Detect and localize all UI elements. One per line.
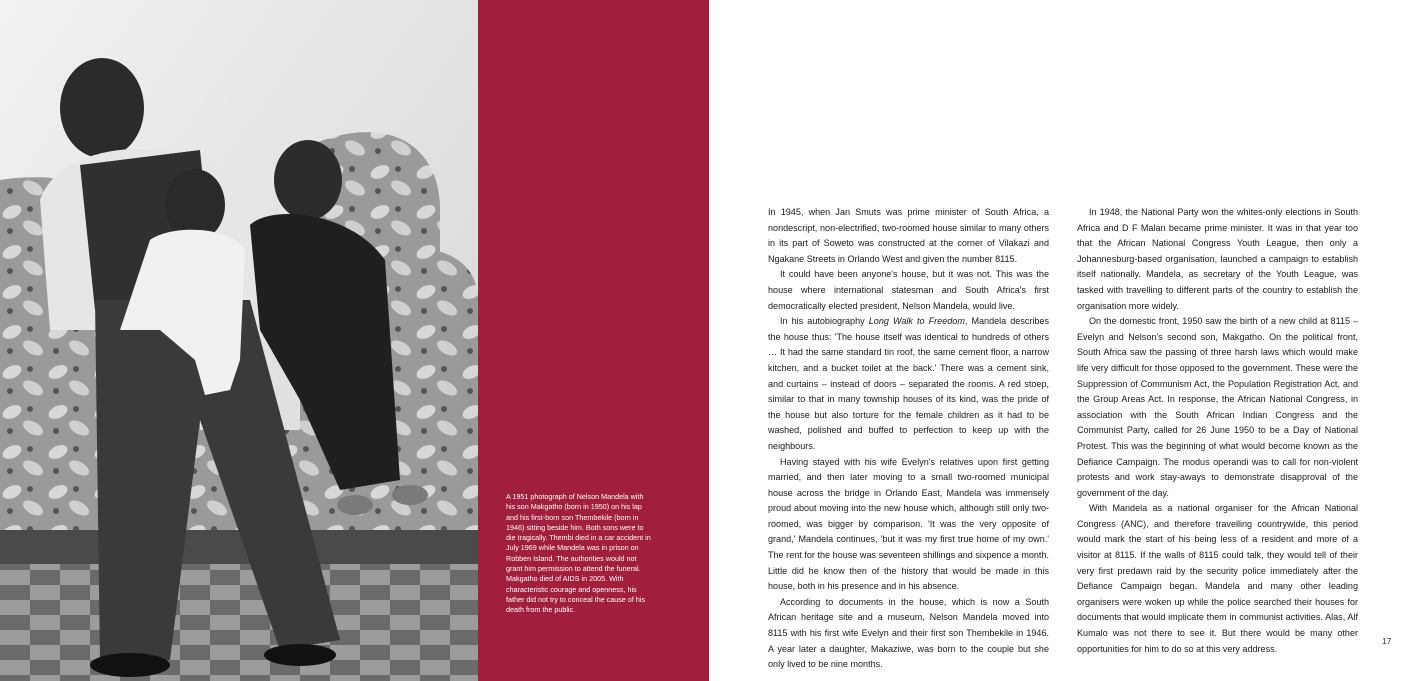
paragraph: According to documents in the house, which is now a South African heritage site and a museum, Nelson Mandela moved into 8115 with his first wife Evelyn and their first son Thembekile in 1946. A year later a daughter, Makaziwe, was born to the couple but she only lived to be nine months. — [768, 596, 1049, 670]
caption-panel — [478, 0, 709, 681]
text-run: , Mandela describes the house thus: 'The house itself was identical to hundreds of others … It had the same standard tin roof, the same cement floor, a narrow kitchen, and a bucket toilet at the back.' There was a cement sink, and curtains – instead of doors – separated the rooms. A red stoep, similar to that in many township houses of its kind, was the pride of the house but also torture for the female children as it had to be washed, polished and buffed to perfection to keep up with the neighbours. — [768, 316, 1049, 451]
text-column-2 — [1077, 205, 1358, 657]
book-title: Long Walk to Freedom — [868, 316, 965, 327]
photo-caption: A 1951 photograph of Nelson Mandela with his son Makgatho (born in 1950) on his lap and his first-born son Thembekile (born in 1946) sitting beside him. Both sons were to die tragically. Thembi died in a car accident in July 1969 while Mandela was in prison on Robben Island. The authorities would not grant him permission to attend the funeral. Makgatho died of AIDS in 2005. With characteristic courage and openness, his father did not try to conceal the cause of his death from the public. — [506, 492, 651, 615]
paragraph: It could have been anyone's house, but it was not. This was the house where international statesman and South Africa's first democratically elected president, Nelson Mandela, would live. — [768, 269, 1049, 311]
text-run: In his autobiography — [780, 316, 869, 327]
paragraph: With Mandela as a national organiser for the African National Congress (ANC), and therefore travelling countrywide, this period would mark the start of his being less of a resident and more of a visitor at 8115. If the walls of 8115 could talk, they would tell of their very first predawn raid by the security police immediately after the Defiance Campaign began. Mandela and many other leading organisers were woken up while the police searched their houses for documents that would implicate them in communist activities. Alas, Alf Kumalo was not there to see it. But there would be many other opportunities for him to do so at this very address. — [1077, 503, 1358, 654]
paragraph: Having stayed with his wife Evelyn's relatives upon first getting married, and then later moving to a small two-roomed municipal house across the bridge in Orlando East, Mandela was immensely proud about moving into the new house which, although still only two-roomed, was bigger by comparison. 'It was the very opposite of grand,' Mandela continues, 'but it was my first true home of my own.' The rent for the house was seventeen shillings and sixpence a month. Little did he know then of the history that would be made in this house, both in his presence and in his absence. — [768, 456, 1049, 592]
photo-icon — [0, 0, 478, 681]
paragraph: In 1945, when Jan Smuts was prime minister of South Africa, a nondescript, non-electrified, two-roomed house similar to many others in its part of Soweto was constructed at the corner of Vilakazi and Ngakane Streets in Orlando West and given the number 8115. — [768, 207, 1049, 264]
paragraph — [768, 314, 1049, 454]
paragraph: In 1948, the National Party won the whites-only elections in South Africa and D F Malan became prime minister. It was in that year too that the African National Congress Youth League, then only a Johannesburg-based organisation, launched a campaign to establish itself nationally. Mandela, as secretary of the Youth League, was tasked with travelling to different parts of the country to establish the organisation more widely. — [1077, 207, 1358, 311]
text-column-1 — [768, 205, 1049, 673]
paragraph: On the domestic front, 1950 saw the birth of a new child at 8115 – Evelyn and Nelson's second son, Makgatho. On the political front, South Africa saw the passing of three harsh laws which would make life very difficult for those opposed to the government. These were the Suppression of Communism Act, the Population Registration Act, and the Group Areas Act. In response, the African National Congress, in association with the South African Indian Congress and the Communist Party, called for 26 June 1950 to be a Day of National Protest. This was the beginning of what would become known as the Defiance Campaign. The modus operandi was to call for non-violent protests and work stay-aways to demonstrate disapproval of the government of the day. — [1077, 316, 1358, 498]
family-photograph — [0, 0, 478, 681]
page-number: 17 — [1382, 636, 1392, 646]
